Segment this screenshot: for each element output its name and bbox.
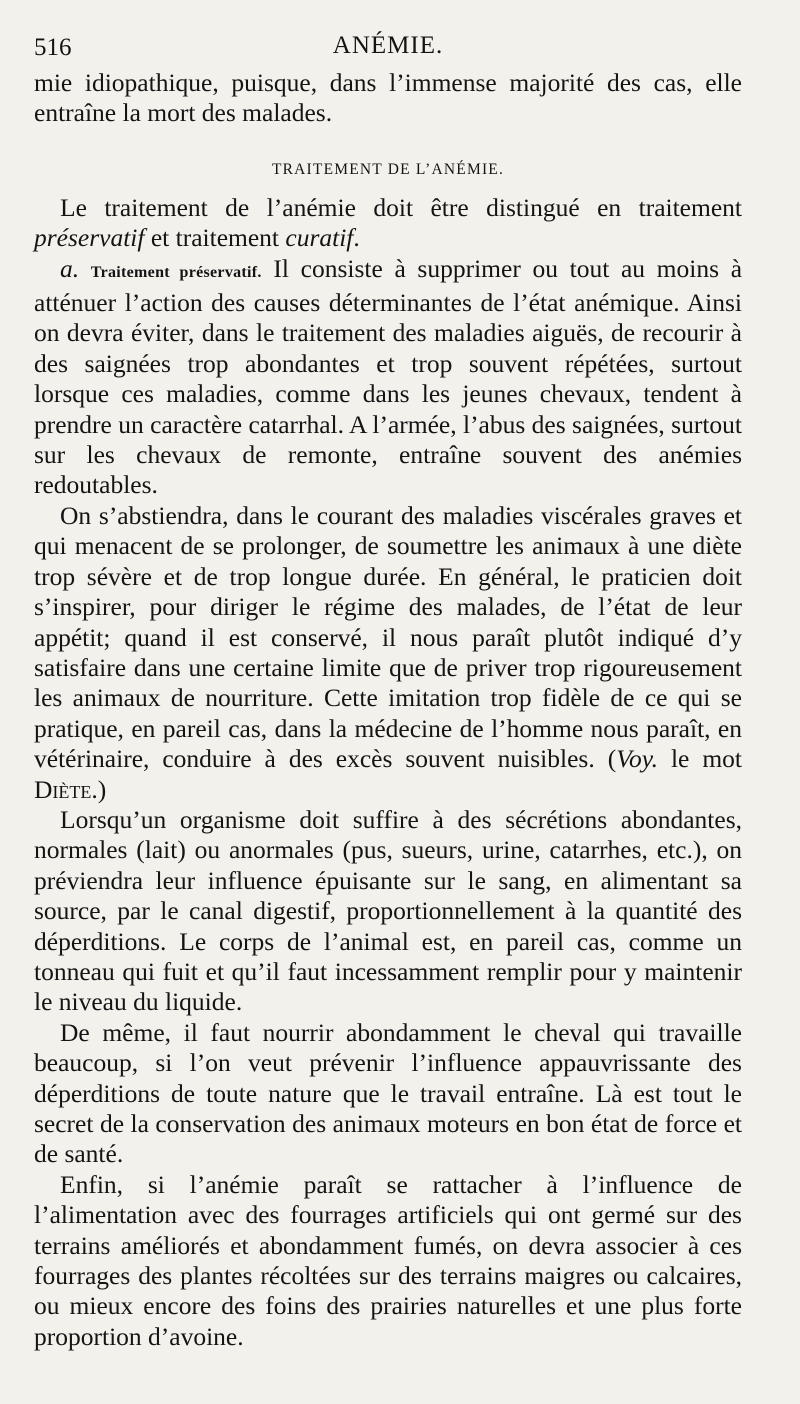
term-curatif: curatif <box>285 223 354 253</box>
paragraph-intro <box>34 193 742 254</box>
paragraph-text: Enfin, si l’anémie paraît se rattacher à l’influence de l’alimentation avec des fourrages artificiels qui ont germé sur des terrains améliorés et abondamment fumés, on devra associer à ces fourrages des plantes récoltées sur des terrains maigres ou calcaires, ou mieux encore des foins des prairies naturelles et une plus forte proportion d’avoine. <box>34 1169 742 1351</box>
section-heading: TRAITEMENT DE L’ANÉMIE. <box>271 160 505 178</box>
voy-reference: Voy. <box>616 744 658 774</box>
paragraph-diete <box>34 501 742 805</box>
paragraph-text: Il consiste à supprimer ou tout au moins à atténuer l’action des causes déterminantes de l’état anémique. Ainsi on devra éviter, dans le traitement des maladies aiguës, de recourir à des saignées trop abondantes et trop souvent répétées, surtout lorsque ces maladies, comme dans les jeunes chevaux, tendent à prendre un caractère catarrhal. A l’armée, l’abus des saignées, surtout sur les chevaux de remonte, entraîne souvent des anémies redoutables. <box>34 253 743 500</box>
paragraph-text: .) <box>91 774 107 804</box>
subsection-title: Traitement préservatif. <box>90 263 262 281</box>
paragraph-traitement-preservatif <box>34 254 742 501</box>
subsection-marker: a. <box>60 253 80 283</box>
page-header <box>34 28 742 68</box>
paragraph-secretions <box>34 805 742 1018</box>
paragraph-text: De même, il faut nourrir abondamment le cheval qui travaille beaucoup, si l’on veut prévenir l’influence appauvrissante des déperditions de toute nature que le travail entraîne. Là est tout le secret de la conservation des animaux moteurs en bon état de force et de santé. <box>34 1017 742 1169</box>
paragraph-text: Le traitement de l’anémie doit être distingué en traitement <box>60 192 742 222</box>
page-number: 516 <box>34 34 72 61</box>
paragraph-text: Lorsqu’un organisme doit suffire à des sécrétions abondantes, normales (lait) ou anormales (pus, sueurs, urine, catarrhes, etc.), on préviendra leur influence épuisante sur le sang, en alimentant sa source, par le canal digestif, proportionnellement à la quantité des déperditions. Le corps de l’animal est, en pareil cas, comme un tonneau qui fuit et qu’il faut incessamment remplir pour y maintenir le niveau du liquide. <box>34 804 742 1017</box>
paragraph-continuation <box>34 68 742 129</box>
running-title: ANÉMIE. <box>332 32 444 59</box>
paragraph-text: . <box>353 223 360 253</box>
term-preservatif: préservatif <box>34 223 145 253</box>
paragraph-text: le mot <box>657 744 742 774</box>
paragraph-travail <box>34 1018 742 1170</box>
paragraph-text: On s’abstiendra, dans le courant des maladies viscérales graves et qui menacent de se prolonger, de soumettre les animaux à une diète trop sévère et de trop longue durée. En général, le praticien doit s’inspirer, pour diriger le régime des malades, de l’état de leur appétit; quand il est conservé, il nous paraît plutôt indiqué d’y satisfaire dans une certaine limite que de priver trop rigoureusement les animaux de nourriture. Cette imitation trop fidèle de ce qui se pratique, en pareil cas, dans la médecine de l’homme nous paraît, en vétérinaire, conduire à des excès souvent nuisibles. ( <box>34 500 742 774</box>
paragraph-text: et traitement <box>144 223 286 253</box>
cross-reference-diete: Diète <box>34 774 92 804</box>
paragraph-text: mie idiopathique, puisque, dans l’immense majorité des cas, elle entraîne la mort des malades. <box>34 68 742 128</box>
paragraph-alimentation <box>34 1170 742 1352</box>
